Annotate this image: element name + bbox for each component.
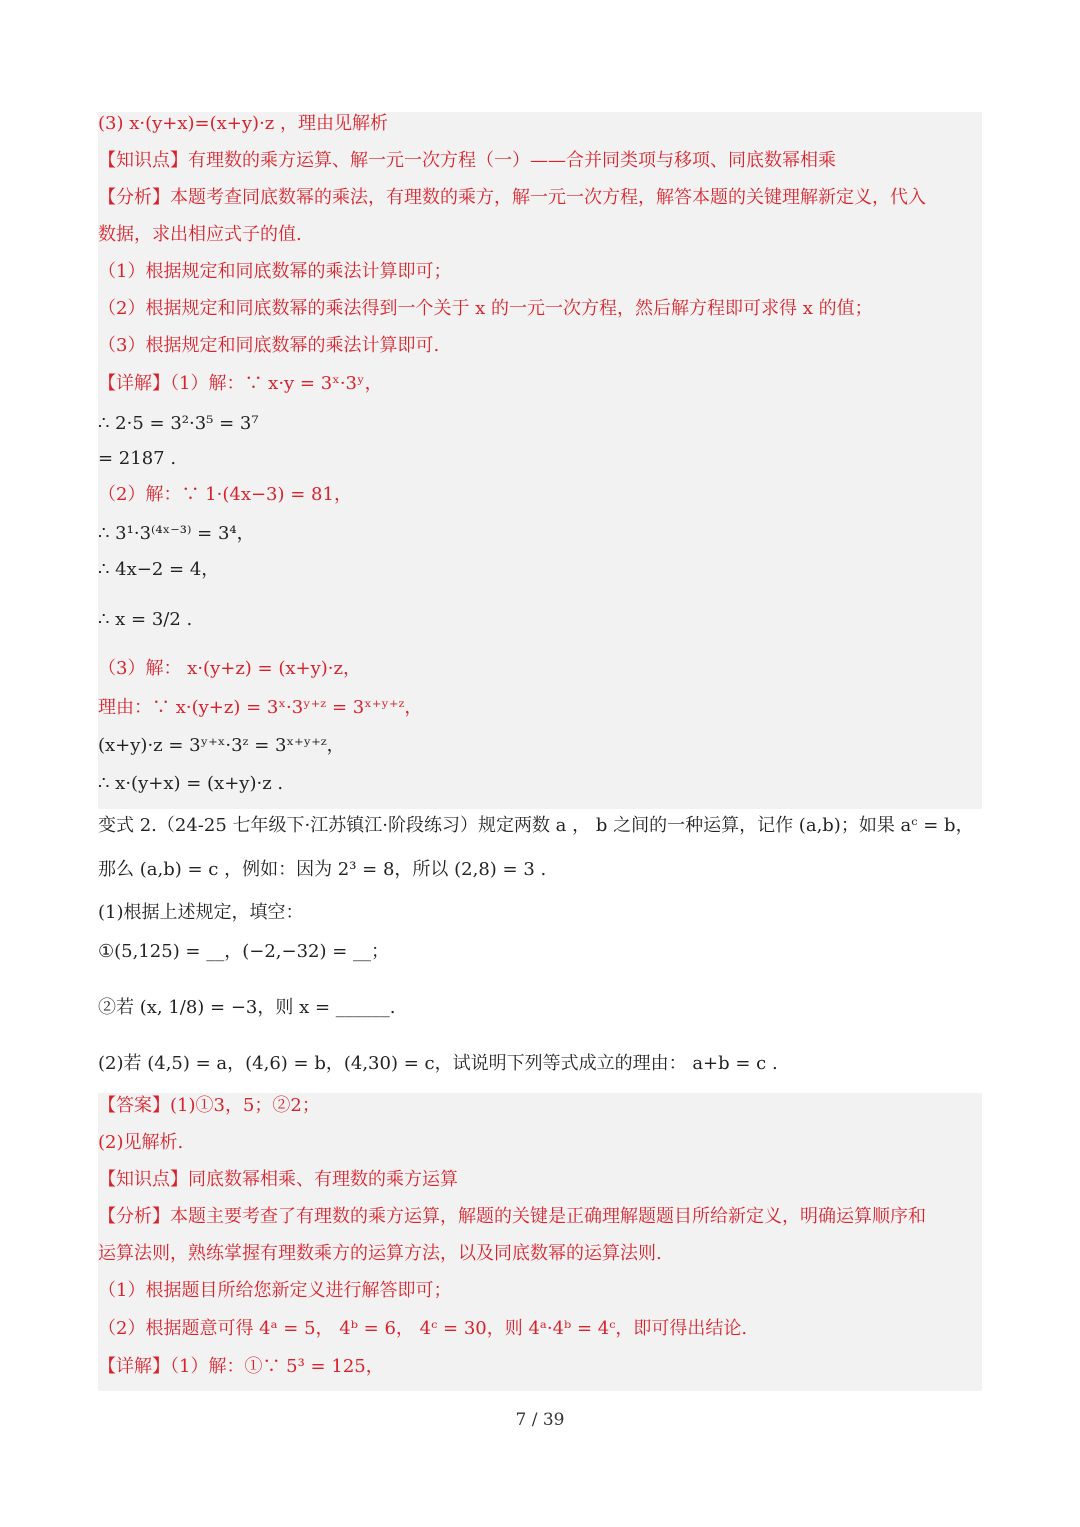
problem-part-1-q2: ②若 (x, 1/8) = −3，则 x = ______. — [98, 997, 396, 1018]
problem-part-2: (2)若 (4,5) = a，(4,6) = b，(4,30) = c，试说明下列等式成立的理由： a+b = c . — [98, 1053, 778, 1074]
detail-3-reason: 理由：∵ x·(y+z) = 3ˣ·3ʸ⁺ᶻ = 3ˣ⁺ʸ⁺ᶻ， — [98, 697, 423, 718]
detail-2-eq2: ∴ 4x−2 = 4， — [98, 559, 220, 580]
analysis-line-2: 数据，求出相应式子的值. — [98, 224, 302, 245]
knowledge-point: 【知识点】有理数的乘方运算、解一元一次方程（一）——合并同类项与移项、同底数幂相乘 — [98, 150, 836, 171]
detail-2-result: ∴ x = 3/2 . — [98, 609, 193, 630]
answer-line-3: (3) x·(y+x)=(x+y)·z ，理由见解析 — [98, 113, 388, 134]
analysis-2-line-1: 【分析】本题主要考查了有理数的乘方运算，解题的关键是正确理解题题目所给新定义，明确运算顺序和 — [98, 1206, 926, 1227]
page-number: 7 / 39 — [515, 1410, 565, 1430]
detail-1-eq1: ∴ 2·5 = 3²·3⁵ = 3⁷ — [98, 413, 259, 434]
analysis-2-line-2: 运算法则，熟练掌握有理数乘方的运算方法，以及同底数幂的运算法则. — [98, 1243, 662, 1264]
detail-2-start: （2）解：∵ 1·(4x−3) = 81， — [98, 484, 352, 505]
analysis-step-3: （3）根据规定和同底数幂的乘法计算即可. — [98, 335, 440, 356]
detail-1-start: 【详解】（1）解：∵ x·y = 3ˣ·3ʸ， — [98, 373, 383, 394]
analysis-step-2: （2）根据规定和同底数幂的乘法得到一个关于 x 的一元一次方程，然后解方程即可求得 x 的值； — [98, 298, 873, 319]
problem-title: 变式 2.（24-25 七年级下·江苏镇江·阶段练习）规定两数 a ， b 之间的一种运算，记作 (a,b)；如果 aᶜ = b， — [98, 815, 974, 836]
problem-part-1-q1: ①(5,125) = __，(−2,−32) = __； — [98, 941, 390, 962]
detail-3-conclusion: ∴ x·(y+x) = (x+y)·z . — [98, 773, 284, 794]
problem-part-1: (1)根据上述规定，填空： — [98, 902, 304, 923]
analysis-2-step-1: （1）根据题目所给您新定义进行解答即可； — [98, 1280, 452, 1301]
analysis-line-1: 【分析】本题考查同底数幂的乘法，有理数的乘方，解一元一次方程，解答本题的关键理解新定义，代入 — [98, 187, 926, 208]
knowledge-point-2: 【知识点】同底数幂相乘、有理数的乘方运算 — [98, 1169, 458, 1190]
detail-3-start: （3）解： x·(y+z) = (x+y)·z， — [98, 658, 362, 679]
detail-1-result: = 2187 . — [98, 448, 177, 469]
analysis-2-step-2: （2）根据题意可得 4ᵃ = 5， 4ᵇ = 6， 4ᶜ = 30，则 4ᵃ·4ᵇ = 4ᶜ，即可得出结论. — [98, 1318, 748, 1339]
detail-3-eq: (x+y)·z = 3ʸ⁺ˣ·3ᶻ = 3ˣ⁺ʸ⁺ᶻ， — [98, 735, 345, 756]
answer-line: 【答案】(1)①3，5；②2； — [98, 1095, 320, 1116]
answer-part-2: (2)见解析. — [98, 1132, 184, 1153]
problem-example: 那么 (a,b) = c ，例如：因为 2³ = 8，所以 (2,8) = 3 . — [98, 859, 547, 880]
detail-2-part-1: 【详解】（1）解：①∵ 5³ = 125， — [98, 1356, 384, 1377]
detail-2-eq1: ∴ 3¹·3⁽⁴ˣ⁻³⁾ = 3⁴， — [98, 523, 255, 544]
analysis-step-1: （1）根据规定和同底数幂的乘法计算即可； — [98, 261, 452, 282]
